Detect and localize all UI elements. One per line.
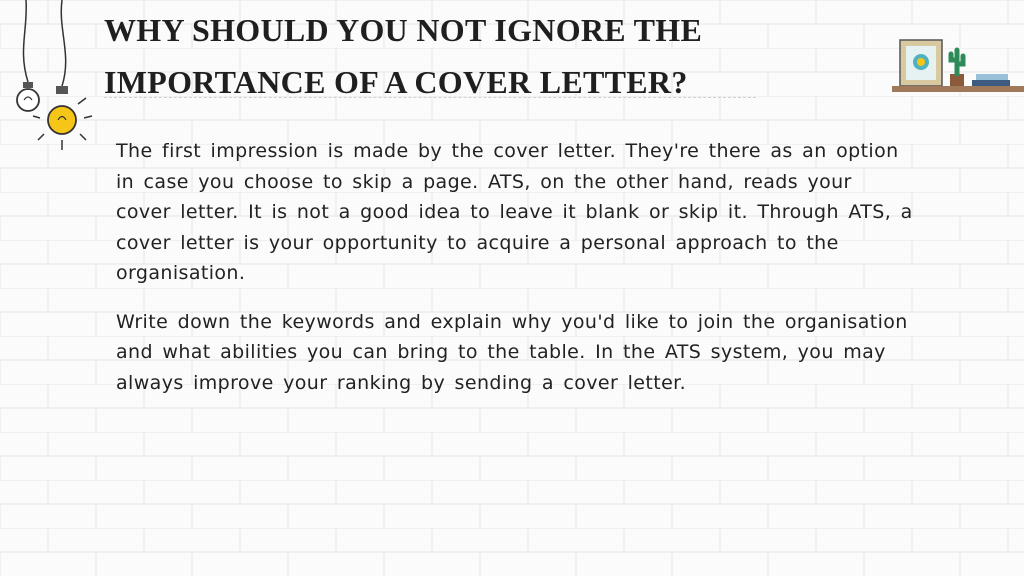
title-divider bbox=[104, 97, 756, 98]
lightbulb-lit-icon bbox=[33, 0, 92, 150]
shelf-decoration bbox=[888, 30, 1024, 100]
shelf-icon bbox=[892, 86, 1024, 92]
book-stack-icon bbox=[972, 74, 1010, 86]
slide-title-line-2: IMPORTANCE OF A COVER LETTER? bbox=[104, 64, 688, 100]
slide-title bbox=[104, 4, 804, 108]
picture-frame-icon bbox=[900, 40, 942, 86]
slide-body bbox=[116, 136, 916, 416]
cactus-plant-icon bbox=[950, 50, 964, 86]
hanging-lightbulbs-decoration bbox=[0, 0, 110, 160]
lightbulb-icon bbox=[17, 0, 39, 111]
body-paragraph-1: The first impression is made by the cover letter. They're there as an option in case you choose to skip a page. ATS, on the other hand, reads your cover letter. It is not a good idea to leave it blank or skip it. Through ATS, a cover letter is your opportunity to acquire a personal approach to the organisation. bbox=[116, 140, 913, 284]
slide-title-line-1: WHY SHOULD YOU NOT IGNORE THE bbox=[104, 12, 703, 48]
body-paragraph-2: Write down the keywords and explain why you'd like to join the organisation and what abilities you can bring to the table. In the ATS system, you may always improve your ranking by sending a cover letter. bbox=[116, 310, 908, 394]
